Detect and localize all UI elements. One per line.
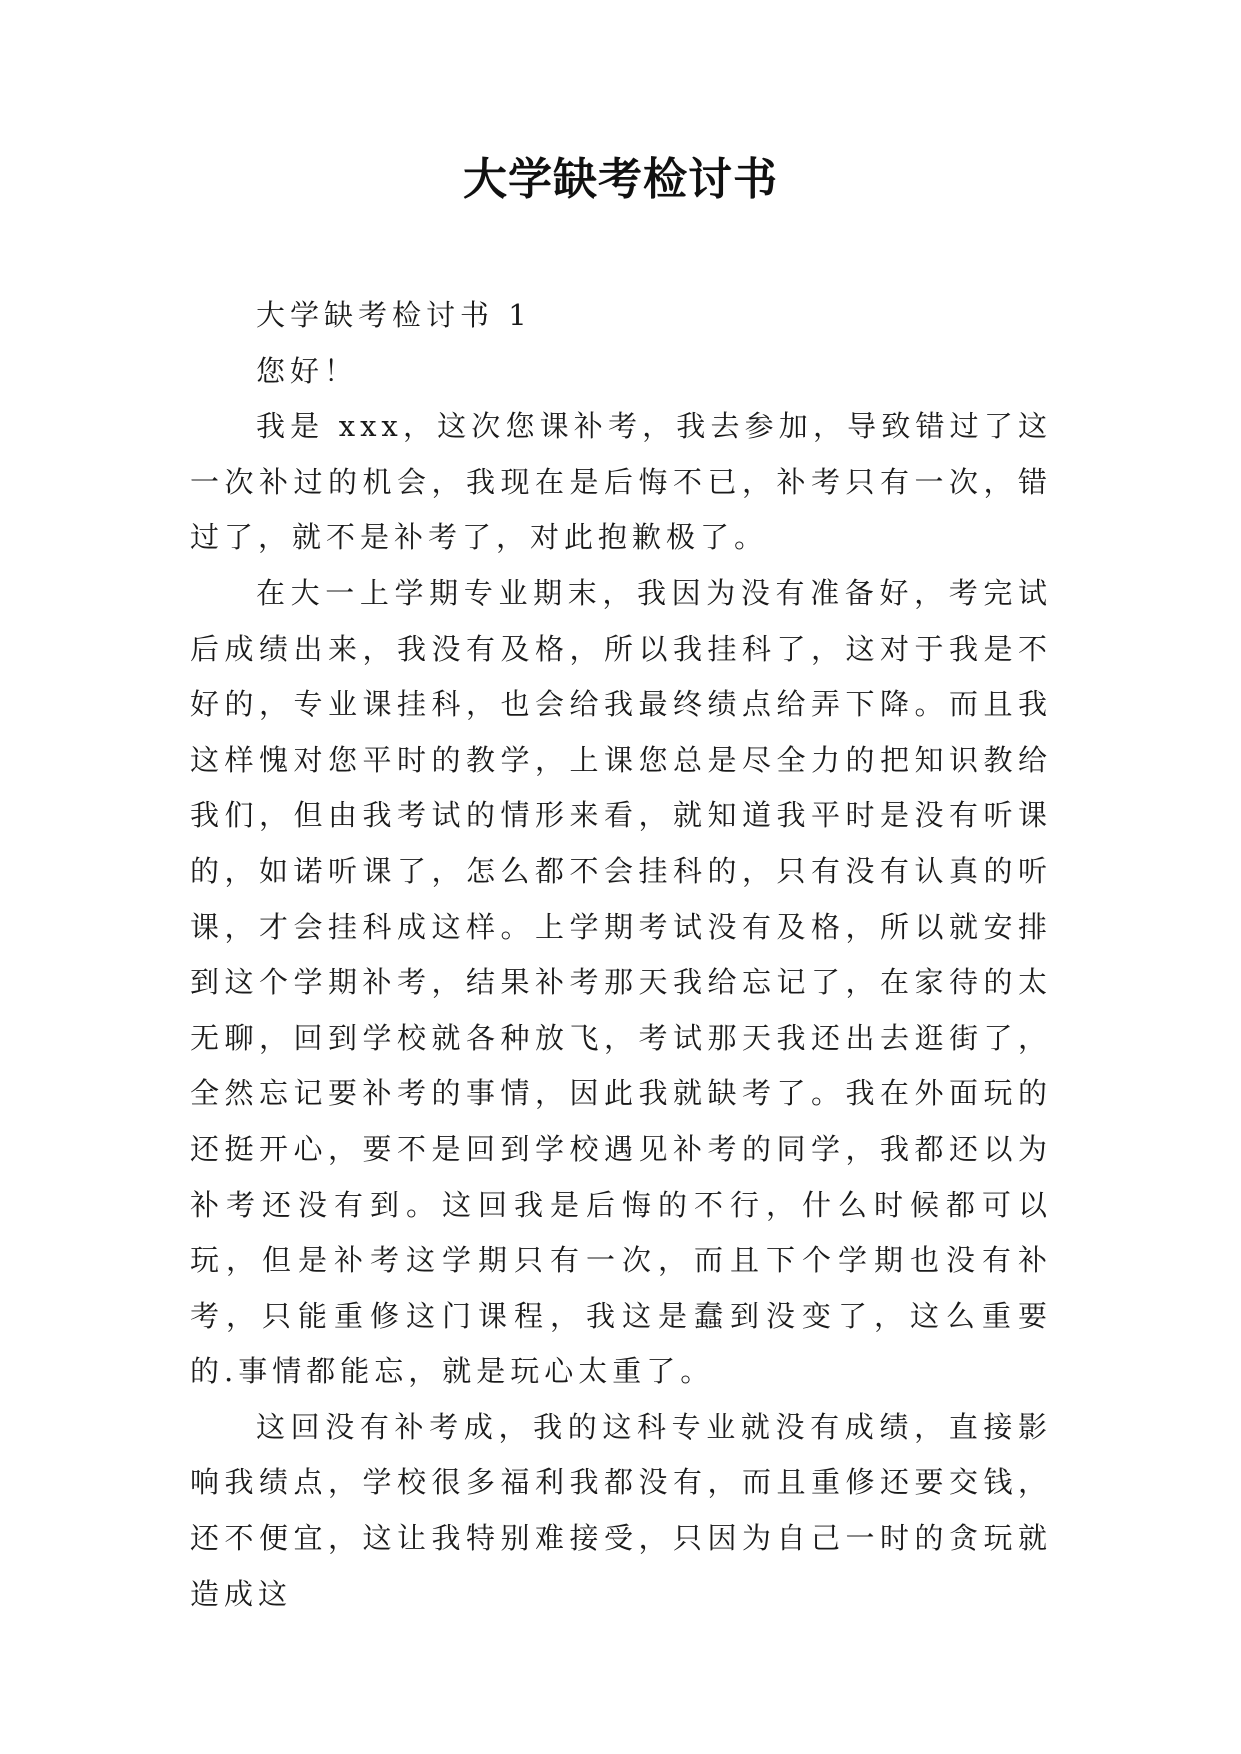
salutation: 您好！	[256, 353, 359, 388]
body-paragraph-2: 在大一上学期专业期末，我因为没有准备好，考完试后成绩出来，我没有及格，所以我挂科了，这对于我是不好的，专业课挂科，也会给我最终绩点给弄下降。而且我这样愧对您平时的教学，上课您总是尽全力的把知识教给我们，但由我考试的情形来看，就知道我平时是没有听课的，如诺听课了，怎么都不会挂科的，只有没有认真的听课，才会挂科成这样。上学期考试没有及格，所以就安排到这个学期补考，结果补考那天我给忘记了，在家待的太无聊，回到学校就各种放飞，考试那天我还出去逛街了，全然忘记要补考的事情，因此我就缺考了。我在外面玩的还挺开心，要不是回到学校遇见补考的同学，我都还以为补考还没有到。这回我是后悔的不行，什么时候都可以玩，但是补考这学期只有一次，而且下个学期也没有补考，只能重修这门课程，我这是蠢到没变了，这么重要的.事情都能忘，就是玩心太重了。	[190, 575, 1052, 1389]
document-body	[190, 288, 1052, 1622]
body-paragraph-3: 这回没有补考成，我的这科专业就没有成绩，直接影响我绩点，学校很多福利我都没有，而且重修还要交钱，还不便宜，这让我特别难接受，只因为自己一时的贪玩就造成这	[190, 1409, 1052, 1611]
document-title: 大学缺考检讨书	[463, 154, 778, 205]
body-paragraph-1: 我是 xxx，这次您课补考，我去参加，导致错过了这一次补过的机会，我现在是后悔不已，补考只有一次，错过了，就不是补考了，对此抱歉极了。	[190, 409, 1052, 555]
section-heading: 大学缺考检讨书 1	[256, 298, 532, 332]
